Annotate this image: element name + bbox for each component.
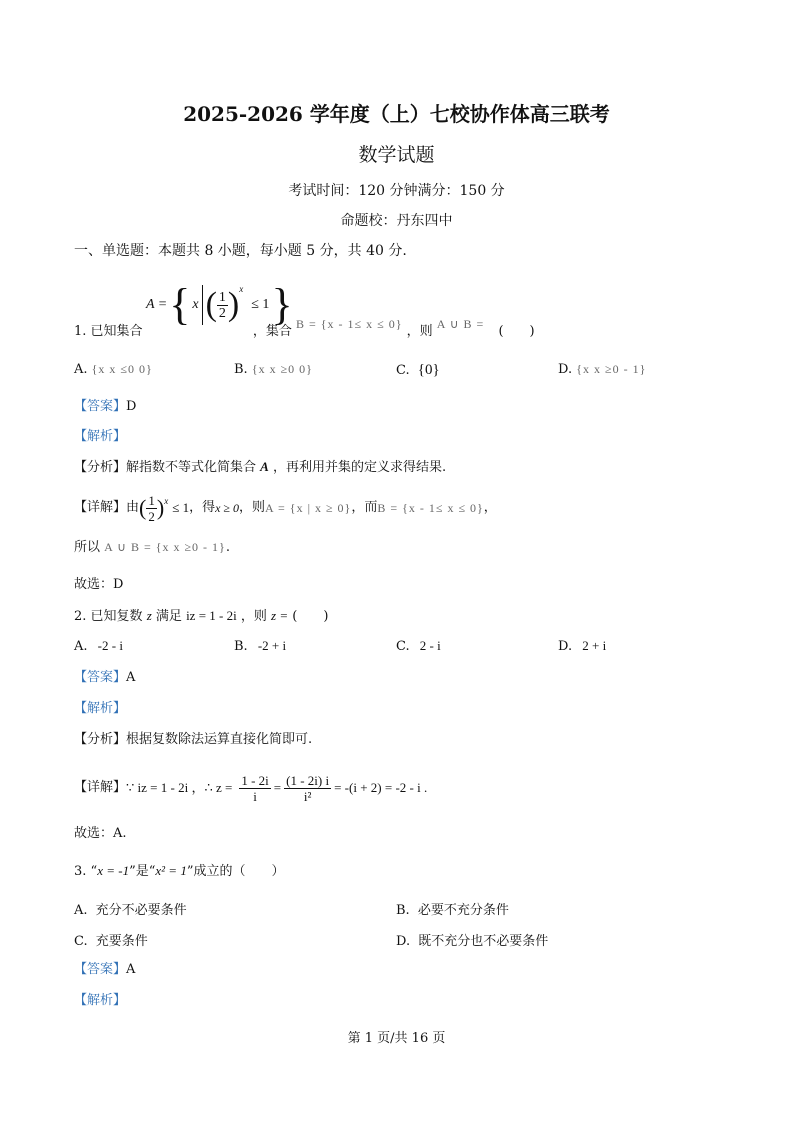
q1-detail: 【详解】 由 ( $\frac{1}{2}$ ) x ≤ 1 ，得 x ≥ 0 ，则 A = {x | x ≥ 0} ，而 B = {x - 1≤ x ≤ 0} ， xyxy=(74,492,497,524)
q2-fenxi: 【分析】根据复数除法运算直接化简即可. xyxy=(74,732,313,747)
q2-option-c: C. 2 - i xyxy=(396,638,441,654)
q1-conclusion: 所以 A ∪ B = {x x ≥0 - 1}. xyxy=(74,540,230,555)
q2-stem: 2. 已知复数 z 满足 iz = 1 - 2i ，则 z = ( ) xyxy=(74,608,329,624)
q1-fraction: $\frac{1}{2}$ xyxy=(218,289,226,321)
school-info: 命题校：丹东四中 xyxy=(340,213,453,229)
q1-option-c: C. {0} xyxy=(396,362,440,378)
q3-option-b: B. 必要不充分条件 xyxy=(396,903,509,918)
q1-answer: 【答案】D xyxy=(74,399,137,414)
section-heading: 一、单选题：本题共 8 小题，每小题 5 分，共 40 分. xyxy=(74,243,407,259)
q3-option-d: D. 既不充分也不必要条件 xyxy=(396,934,549,949)
exam-info: 考试时间：120 分钟满分：150 分 xyxy=(288,183,505,199)
q1-stem: 1. 已知集合 ，集合 B = {x - 1≤ x ≤ 0} ，则 A ∪ B = ( ) xyxy=(74,317,535,339)
q2-analysis-tag: 【解析】 xyxy=(74,701,127,716)
q1-option-a: A. {x x ≤0 0} xyxy=(74,362,153,377)
q1-set-a-expression: A = { x ( $\frac{1}{2}$ ) x ≤ 1 } xyxy=(146,280,293,329)
q1-option-d: D. {x x ≥0 - 1} xyxy=(558,362,647,377)
q2-answer: 【答案】A xyxy=(74,670,136,685)
q3-analysis-tag: 【解析】 xyxy=(74,993,127,1008)
q1-choice: 故选：D xyxy=(74,577,124,592)
q1-analysis-tag: 【解析】 xyxy=(74,429,127,444)
q2-detail: 【详解】 ∵ iz = 1 - 2i ，∴ z = $\frac{1 - 2i}{i}$ = $\frac{(1 - 2i) i}{\text{i²}}$ = -(i + 2) = -2 - i . xyxy=(74,772,428,804)
q2-option-b: B. -2 + i xyxy=(234,638,287,654)
q1-fenxi: 【分析】解指数不等式化简集合 A ，再利用并集的定义求得结果. xyxy=(74,459,447,475)
q3-option-c: C. 充要条件 xyxy=(74,934,148,949)
q2-option-a: A. -2 - i xyxy=(74,638,123,654)
subject-title: 数学试题 xyxy=(358,144,435,166)
q2-choice: 故选：A. xyxy=(74,826,127,841)
q3-stem: 3. “x = -1”是“x² = 1”成立的（ ） xyxy=(74,863,285,879)
page-footer: 第 1 页/共 16 页 xyxy=(347,1031,446,1046)
q3-answer: 【答案】A xyxy=(74,962,136,977)
exam-title: 2025-2026 学年度（上）七校协作体高三联考 xyxy=(183,102,610,126)
q3-option-a: A. 充分不必要条件 xyxy=(74,903,187,918)
q2-option-d: D. 2 + i xyxy=(558,638,607,654)
q1-option-b: B. {x x ≥0 0} xyxy=(234,362,313,377)
